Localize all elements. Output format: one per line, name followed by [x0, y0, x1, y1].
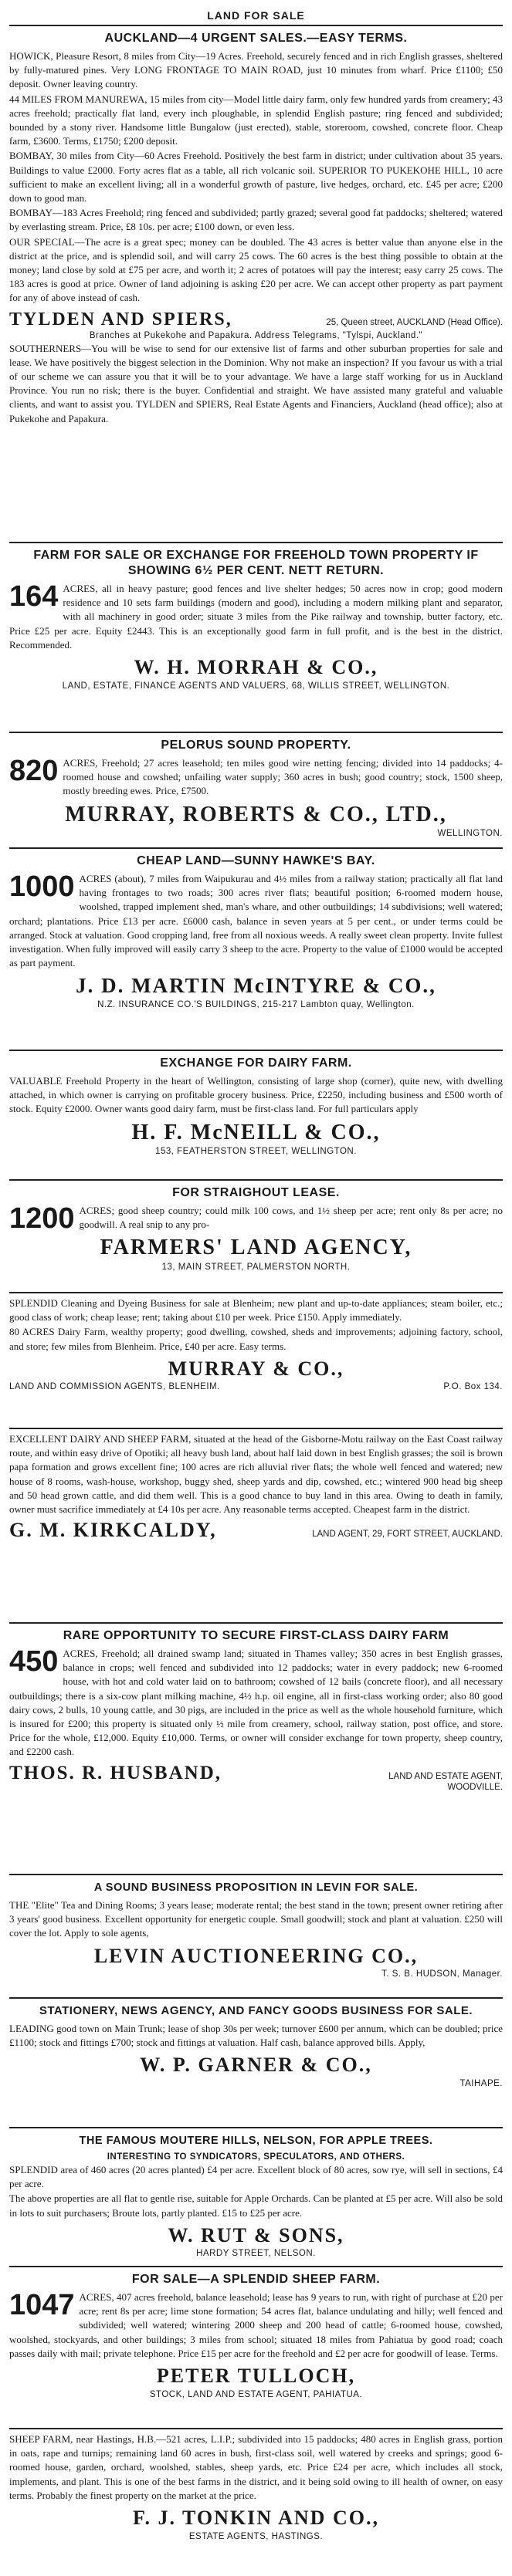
advertiser-name: LEVIN AUCTIONEERING CO., [93, 1944, 419, 1967]
advertisement-kirkcaldy [9, 1429, 503, 1624]
ad-paragraph [9, 872, 503, 970]
ad-paragraph: BOMBAY, 30 miles from City—60 Acres Freehold. Positively the best farm in district; under cultivation about 35 years. Buildings to value £2000. Forty acres flat as a table, all rich volcanic soil. SUPERIOR TO PUKEKOHE HILL, 10 acre sufficient to make an excellent living; all in a wonderful growth of pasture, live hedges, orchard, etc. £45 per acre; £200 down to good man. [9, 150, 503, 205]
ad-paragraph: HOWICK, Pleasure Resort, 8 miles from City—19 Acres. Freehold, securely fenced and in rich English grasses, sheltered by fully-matured pines. Very LONG FRONTAGE TO MAIN ROAD, just 10 minutes from wharf. Price £1100; £50 deposit. Owner leaving country. [9, 50, 503, 90]
acreage-number: 1000 [9, 870, 75, 903]
advertisement-tylden-spiers [9, 26, 503, 543]
ad-paragraph: THE "Elite" Tea and Dining Rooms; 3 years lease; moderate rental; the best stand in the town; present owner retiring after 3 years' good business. Excellent opportunity for energetic couple. Small goodwill; stock and plant at valuation. £250 will cover the lot. Apply to sole agents, [9, 1899, 503, 1939]
section-title: LAND FOR SALE [207, 9, 305, 22]
ad-paragraph: SHEEP FARM, near Hastings, H.B.—521 acres, L.I.P.; subdivided into 15 paddocks; 480 acres in English grass, portion in oats, rape and turnips; remaining land 60 acres in bush, first-class soil, well watered by creeks and springs; good 6-roomed house, garden, orchard, woolshed, stables, sheep yards, etc. Price £24 per acre, which includes all stock, implements, and plant. This is one of the best farms in the district, and it being sold owing to ill health of owner, on easy terms. Probably the finest property on the market at the price. [9, 2433, 503, 2501]
advertiser-name: MURRAY & CO., [168, 1357, 344, 1380]
ad-body: ACRES, 407 acres freehold, balance leasehold; lease has 9 years to run, with right of purchase at £20 per acre; rent 8s per acre; lime stone formation; 54 acres flat, balance undulating and hilly; well fenced and subdivided; well watered; wintering 2000 sheep and 200 head of cattle; 6-roomed house, cowshed, woolshed, stockyards, and other buildings; 3 miles from school; situated 18 miles from Pahiatua by good road; coach passes daily with mail; private telephone. Price £15 per acre for the freehold and £2 per acre for goodwill of lease. Terms. [9, 2291, 503, 2359]
ad-heading: FARM FOR SALE OR EXCHANGE FOR FREEHOLD TOWN PROPERTY IF SHOWING 6½ PER CENT. NETT RETURN. [33, 549, 479, 577]
ad-paragraph: BOMBAY—183 Acres Freehold; ring fenced and subdivided; partly grazed; several good fat paddocks; sheltered; watered by everlasting stream. Price, £8 10s. per acre; £100 down, or even less. [9, 207, 503, 233]
advertisement-murray-blenheim [9, 1293, 503, 1429]
advertiser-address: LAND AND COMMISSION AGENTS, BLENHEIM. [9, 1382, 220, 1392]
ad-body: ACRES; good sheep country; could milk 100 cows, and 1½ sheep per acre; rent only 8s per acre; no goodwill. A real snip to any pro- [79, 1205, 503, 1231]
acreage-number: 450 [9, 1645, 59, 1678]
advertisement-garner [9, 1999, 503, 2128]
advertiser-address: 153, FEATHERSTON STREET, WELLINGTON. [155, 1147, 357, 1157]
advertiser-address: TAIHAPE. [459, 2079, 503, 2088]
advertiser-address: WELLINGTON. [437, 829, 503, 839]
advertiser-manager: T. S. B. HUDSON, Manager. [381, 1969, 503, 1979]
advertisement-mcneill [9, 1051, 503, 1181]
ad-paragraph: SPLENDID area of 460 acres (20 acres planted) £4 per acre. Excellent block of 80 acres, sow rye, will sell in sections, £4 per acre. [9, 2164, 503, 2190]
ad-heading: EXCHANGE FOR DAIRY FARM. [160, 1056, 352, 1070]
ad-body: ACRES, Freehold; 27 acres leasehold; ten miles good wire netting fencing; divided into 14 paddocks; 4-roomed house and cowshed; unfailing water supply; 360 acres in bush; good country; stock, 1500 sheep, mostly breeding ewes. Price, £7500. [63, 757, 503, 797]
advertiser-name: FARMERS' LAND AGENCY, [100, 1236, 412, 1260]
advertiser-address: LAND, ESTATE, FINANCE AGENTS AND VALUERS, 68, WILLIS STREET, WELLINGTON. [62, 681, 450, 691]
advertiser-address: 25, Queen street, AUCKLAND (Head Office). [326, 317, 503, 327]
ad-heading: FOR SALE—A SPLENDID SHEEP FARM. [131, 2273, 381, 2286]
ad-paragraph [9, 2290, 503, 2361]
ad-paragraph: 80 ACRES Dairy Farm, wealthy property; good dwelling, cowshed, sheds and improvements; adjoining factory, school, and store; few miles from Blenheim. Price, £40 per acre. Easy terms. [9, 1326, 503, 1352]
advertisement-morrah [9, 543, 503, 733]
advertiser-name: PETER TULLOCH, [156, 2365, 356, 2388]
ad-paragraph: The above properties are all flat to gentle rise, suitable for Apple Orchards. Can be planted at £5 per acre. Will also be sold in lots to suit purchasers; Broute lots, partly planted. £15 to £25 per acre. [9, 2192, 503, 2219]
advertisement-husband [9, 1624, 503, 1875]
advertiser-name: W. P. GARNER & CO., [140, 2054, 372, 2077]
ad-heading: RARE OPPORTUNITY TO SECURE FIRST-CLASS DAIRY FARM [63, 1629, 449, 1642]
advertiser-address-row [9, 1381, 503, 1393]
acreage-number: 1047 [9, 2289, 75, 2321]
advertiser-name: J. D. MARTIN McINTYRE & CO., [76, 974, 436, 998]
ad-body: ACRES, all in heavy pasture; good fences and live shelter hedges; 50 acres now in crop; good modern residence and 10 sets farm buildings (modern and good), including a modern milking plant and separator, with all machinery in good order; situate 3 miles from the Pike railway and township, butter factory, etc. Price £25 per acre. Equity £2443. This is an exceptionally good farm in full profit, and is the best in the district. Recommended. [9, 583, 503, 651]
advertiser-address: LAND AGENT, 29, FORT STREET, AUCKLAND. [312, 1530, 503, 1540]
advertiser-name: G. M. KIRKCALDY, [9, 1519, 217, 1542]
advertisement-farmers-land-agency [9, 1181, 503, 1293]
ad-heading: A SOUND BUSINESS PROPOSITION IN LEVIN FOR SALE. [93, 1881, 419, 1894]
advertiser-name: THOS. R. HUSBAND, [9, 1762, 222, 1783]
advertiser-address: ESTATE AGENTS, HASTINGS. [188, 2531, 324, 2541]
advertiser-name: W. H. MORRAH & CO., [134, 656, 378, 679]
advertiser-address: 13, MAIN STREET, PALMERSTON NORTH. [161, 1263, 351, 1273]
advertisement-murray-roberts [9, 733, 503, 849]
acreage-number: 164 [9, 580, 59, 613]
advertiser-address: LAND AND ESTATE AGENT, WOODVILLE. [388, 1771, 503, 1792]
po-box: P.O. Box 134. [443, 1382, 503, 1392]
ad-heading: STATIONERY, NEWS AGENCY, AND FANCY GOODS BUSINESS FOR SALE. [39, 2004, 473, 2017]
acreage-number: 1200 [9, 1202, 75, 1235]
acreage-number: 820 [9, 755, 59, 787]
ad-paragraph: SOUTHERNERS—You will be wise to send for our extensive list of farms and other suburban properties for sale and lease. We have positively the biggest selection in the Dominion. Why not make an inspection? If you favour us with a trial of our scheme we can assure you that it will be to your advantage. We have a large staff working for us in Auckland Province. You run no risk; there is the buyer. Confidential and straight. We have assisted many grateful and valuable clients, and want to assist you. TYLDEN and SPIERS, Real Estate Agents and Financiers, Auckland (head office); also at Pukekohe and Papakura. [9, 342, 503, 424]
ad-heading: AUCKLAND—4 URGENT SALES.—EASY TERMS. [104, 32, 408, 45]
advertisement-tulloch [9, 2267, 503, 2429]
advertisement-rut-sons [9, 2128, 503, 2267]
ad-heading: CHEAP LAND—SUNNY HAWKE'S BAY. [137, 854, 375, 867]
advertiser-address: HARDY STREET, NELSON. [196, 2249, 316, 2259]
advertiser-block [9, 309, 503, 330]
ad-paragraph [9, 756, 503, 799]
section-header [9, 2, 503, 26]
advertiser-branches: Branches at Pukekohe and Papakura. Address Telegrams, "Tylspi, Auckland." [89, 330, 423, 340]
advertiser-name: H. F. McNEILL & CO., [131, 1120, 381, 1144]
advertiser-name: W. RUT & SONS, [168, 2223, 344, 2246]
ad-paragraph: EXCELLENT DAIRY AND SHEEP FARM, situated at the head of the Gisborne-Motu railway on the East Coast railway route, and within easy drive of Opotiki; all heavy bush land, about half laid down in best English grasses; the soil is brown papa formation and grows excellent fine; 100 acres are rich alluvial river flats; the whole well fenced and watered; new house of 8 rooms, wash-house, workshop, buggy shed, sheep yards and dip, cowshed, etc.; wintered 900 head big sheep and 50 head grown cattle, and did them well. This is a good chance to buy land in this area. Owing to death in family, owner must sacrifice immediately at £4 10s per acre. Any reasonable terms accepted. Cheapest farm in the district. [9, 1433, 503, 1516]
advertiser-block [9, 1763, 503, 1793]
ad-body: ACRES (about), 7 miles from Waipukurau and 4½ miles from a railway station; practically all flat land having frontages to two roads; 300 acres river flats; beautiful position; 6-roomed modern house, woolshed, trapped implement shed, man's whare, and other outbuildings; 14 subdivisions; well watered; orchard; plantations. Price £13 per acre. £6000 cash, balance in seven years at 5 per cent., or under terms could be arranged. Stock at valuation. Good cropping land, free from all noxious weeds. A really sweet clean property. Invite fullest investigation. When fully improved will easily carry 3 sheep to the acre. Property to the value of £1000 would be accepted as part payment. [9, 873, 503, 969]
ad-heading: THE FAMOUS MOUTERE HILLS, NELSON, FOR APPLE TREES. [79, 2135, 433, 2147]
ad-heading: PELORUS SOUND PROPERTY. [161, 739, 351, 752]
advertisement-tonkin [9, 2429, 503, 2576]
ad-subheading: INTERESTING TO SYNDICATORS, SPECULATORS, AND OTHERS. [107, 2152, 405, 2162]
advertiser-address: STOCK, LAND AND ESTATE AGENT, PAHIATUA. [149, 2389, 363, 2399]
ad-paragraph: VALUABLE Freehold Property in the heart of Wellington, consisting of large shop (corner), quite new, with dwelling attached, in which owner is carrying on profitable grocery business. Price, £2250, including business and £500 worth of stock. Equity £2000. Owner wants good dairy farm, must be first-class land. For full particulars apply [9, 1075, 503, 1115]
ad-paragraph [9, 1647, 503, 1760]
advertisement-levin-auctioneering [9, 1875, 503, 1999]
advertiser-address: N.Z. INSURANCE CO.'S BUILDINGS, 215-217 Lambton quay, Wellington. [97, 1000, 415, 1010]
ad-heading: FOR STRAIGHOUT LEASE. [172, 1186, 340, 1199]
ad-paragraph: 44 MILES FROM MANUREWA, 15 miles from city—Model little dairy farm, only few hundred yards from creamery; 43 acres freehold; practically flat land, every inch ploughable, in splendid English pasture; ring fenced and subdivided; bounded by a stony river. Handsome little Bungalow (just erected), stable, storeroom, cowshed, concrete floor. Cheap farm, £3600. Terms, £1750; £200 deposit. [9, 93, 503, 147]
ad-paragraph: SPLENDID Cleaning and Dyeing Business for sale at Blenheim; new plant and up-to-date appliances; steam boiler, etc.; good class of work; cheap lease; rent; taking about £10 per week. Price £150. Apply immediately. [9, 1297, 503, 1323]
advertiser-name: F. J. TONKIN AND CO., [133, 2507, 379, 2530]
advertiser-name: MURRAY, ROBERTS & CO., LTD., [65, 802, 447, 827]
ad-body: ACRES, Freehold; all drained swamp land; situated in Thames valley; 350 acres in best English grasses, balance in crops; well fenced and subdivided into 12 paddocks; water in every paddock; new 6-roomed house, with hot and cold water laid on to bathroom; cowshed of 12 bails (concrete floor), and all necessary outbuildings; there is a six-cow plant milking machine, 4½ h.p. oil engine, all in first-class working order; also 80 good dairy cows, 2 bulls, 10 young cattle, and 30 pigs, are included in the price as well as the whole household furniture, which is insured for £200; this property is situated only ½ mile from creamery, school, railway station, post office, and store. Price for the whole, £12,000. Equity £10,000. Terms, or owner will consider exchange for town property, sheep country, and £2200 cash. [9, 1648, 503, 1758]
ad-paragraph: OUR SPECIAL—The acre is a great spec; money can be doubled. The 43 acres is better value than anyone else in the district at the price, and is splendid soil, and will carry 25 cows. The 60 acres is the best thing possible to obtain at the money; land close by sold at £75 per acre, and worth it; 2 acres of potatoes will pay the interest; easy carry 25 cows. The 183 acres is good at price. Owner of land adjoining is asking £20 per acre. We can accept other property as part payment for any of above instead of cash. [9, 235, 503, 304]
ad-paragraph [9, 1202, 503, 1235]
advertiser-block [9, 1520, 503, 1541]
advertisement-martin-mcintyre [9, 849, 503, 1051]
ad-paragraph: LEADING good town on Main Trunk; lease of shop 30s per week; turnover £600 per annum, which can be doubled; price £1100; stock and fittings £700; stock and fittings at valuation. Half cash, balance approved bills. Apply, [9, 2023, 503, 2049]
ad-paragraph [9, 582, 503, 652]
advertiser-name: TYLDEN AND SPIERS, [9, 309, 232, 330]
